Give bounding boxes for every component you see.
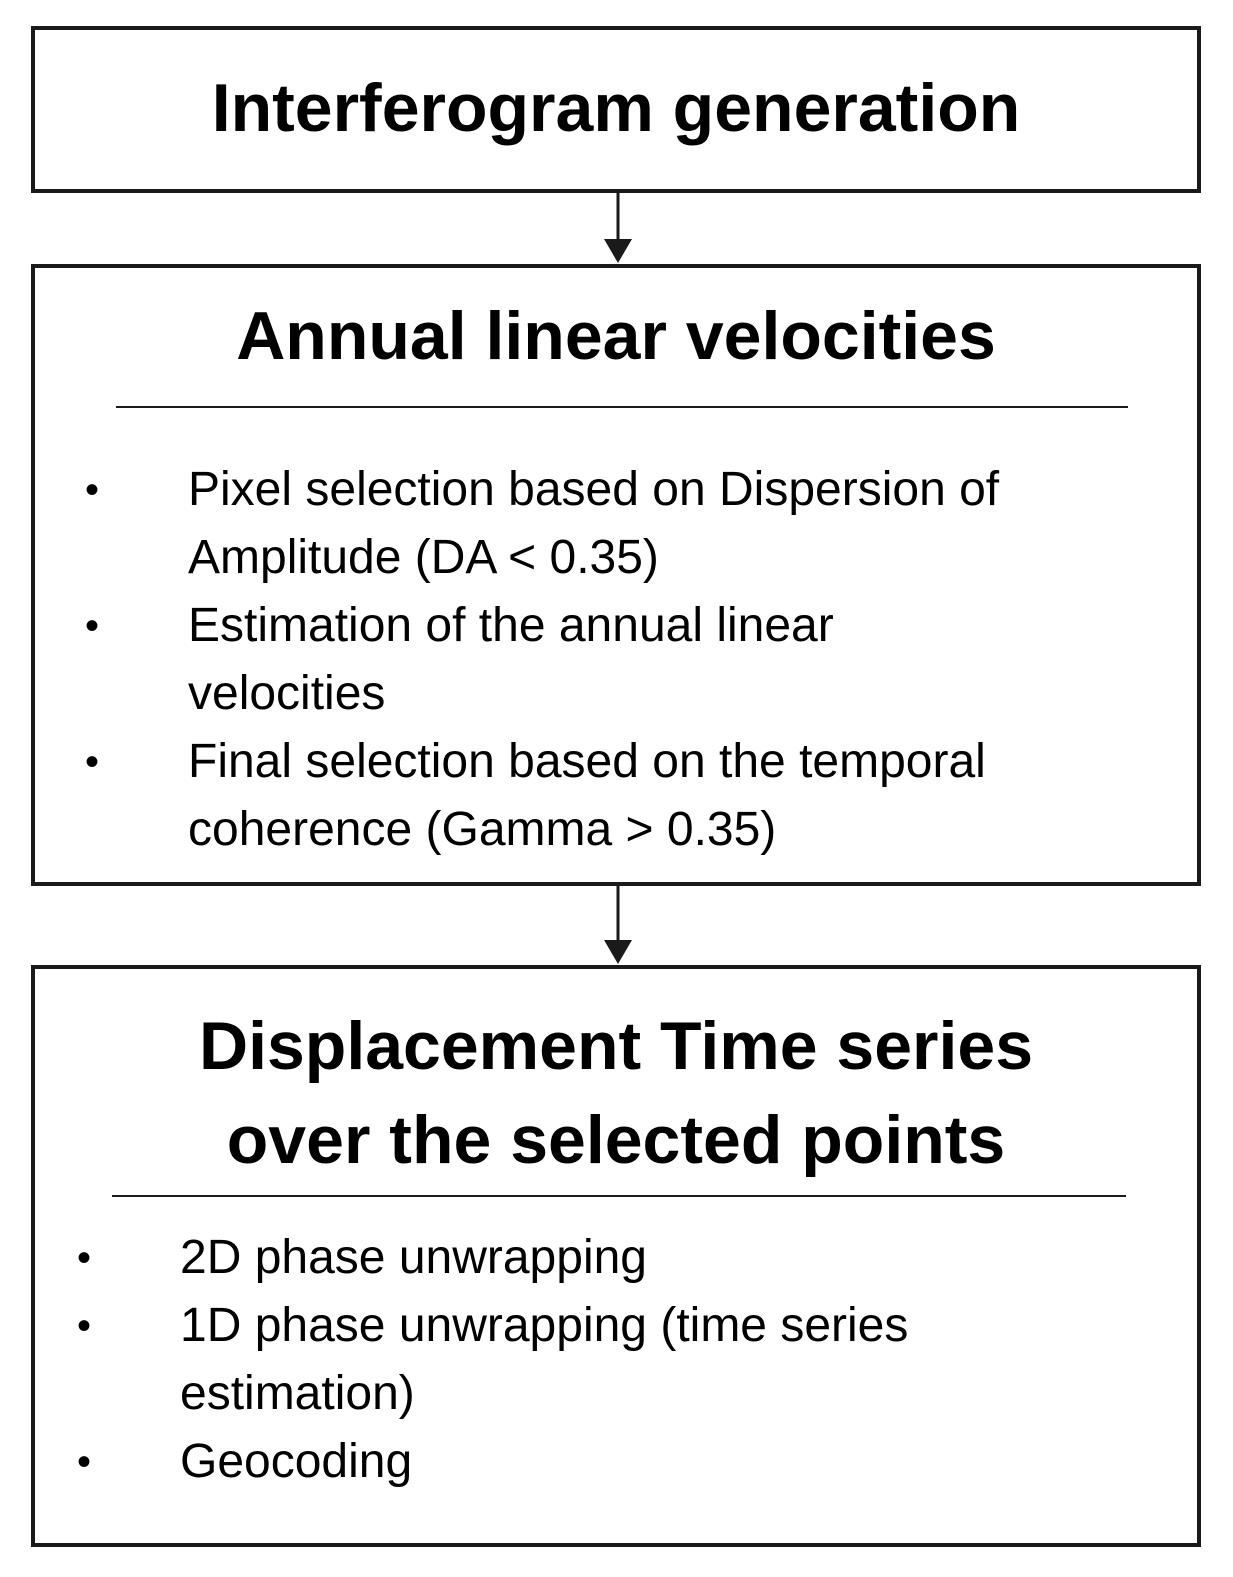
step-title	[35, 999, 1197, 1187]
bullet-line: Estimation of the annual linear	[188, 599, 834, 652]
bullet-icon: •	[77, 1236, 92, 1280]
bullet-list	[35, 456, 1177, 864]
flow-arrow-1	[601, 193, 635, 264]
bullet-line: coherence (Gamma > 0.35)	[188, 803, 777, 856]
step-title-line: Displacement Time series	[198, 1008, 1034, 1084]
title-divider	[112, 1195, 1126, 1197]
bullet-icon: •	[77, 1304, 92, 1348]
bullet-line: 2D phase unwrapping	[180, 1231, 647, 1284]
flow-arrow-2	[601, 886, 635, 965]
step-displacement-time-series	[31, 965, 1201, 1547]
bullet-icon: •	[77, 1440, 92, 1484]
bullet-line: Geocoding	[180, 1435, 413, 1488]
bullet-line: Final selection based on the temporal	[188, 735, 986, 788]
list-item	[35, 728, 1177, 864]
title-divider	[116, 406, 1128, 408]
list-item	[35, 1224, 1177, 1292]
list-item	[35, 456, 1177, 592]
bullet-line: Pixel selection based on Dispersion of	[188, 463, 1000, 516]
step-title: Interferogram generation	[211, 70, 1021, 146]
bullet-icon: •	[85, 604, 100, 648]
bullet-line: estimation)	[180, 1367, 415, 1420]
bullet-list	[35, 1224, 1177, 1496]
step-title: Annual linear velocities	[236, 298, 996, 374]
list-item	[35, 592, 1177, 728]
bullet-icon: •	[85, 468, 100, 512]
step-title-line: over the selected points	[226, 1102, 1006, 1178]
step-annual-linear-velocities	[31, 264, 1201, 886]
list-item	[35, 1428, 1177, 1496]
bullet-line: 1D phase unwrapping (time series	[180, 1299, 909, 1352]
bullet-line: velocities	[188, 667, 386, 720]
bullet-line: Amplitude (DA < 0.35)	[188, 531, 659, 584]
bullet-icon: •	[85, 740, 100, 784]
step-interferogram-generation	[31, 26, 1201, 193]
list-item	[35, 1292, 1177, 1428]
